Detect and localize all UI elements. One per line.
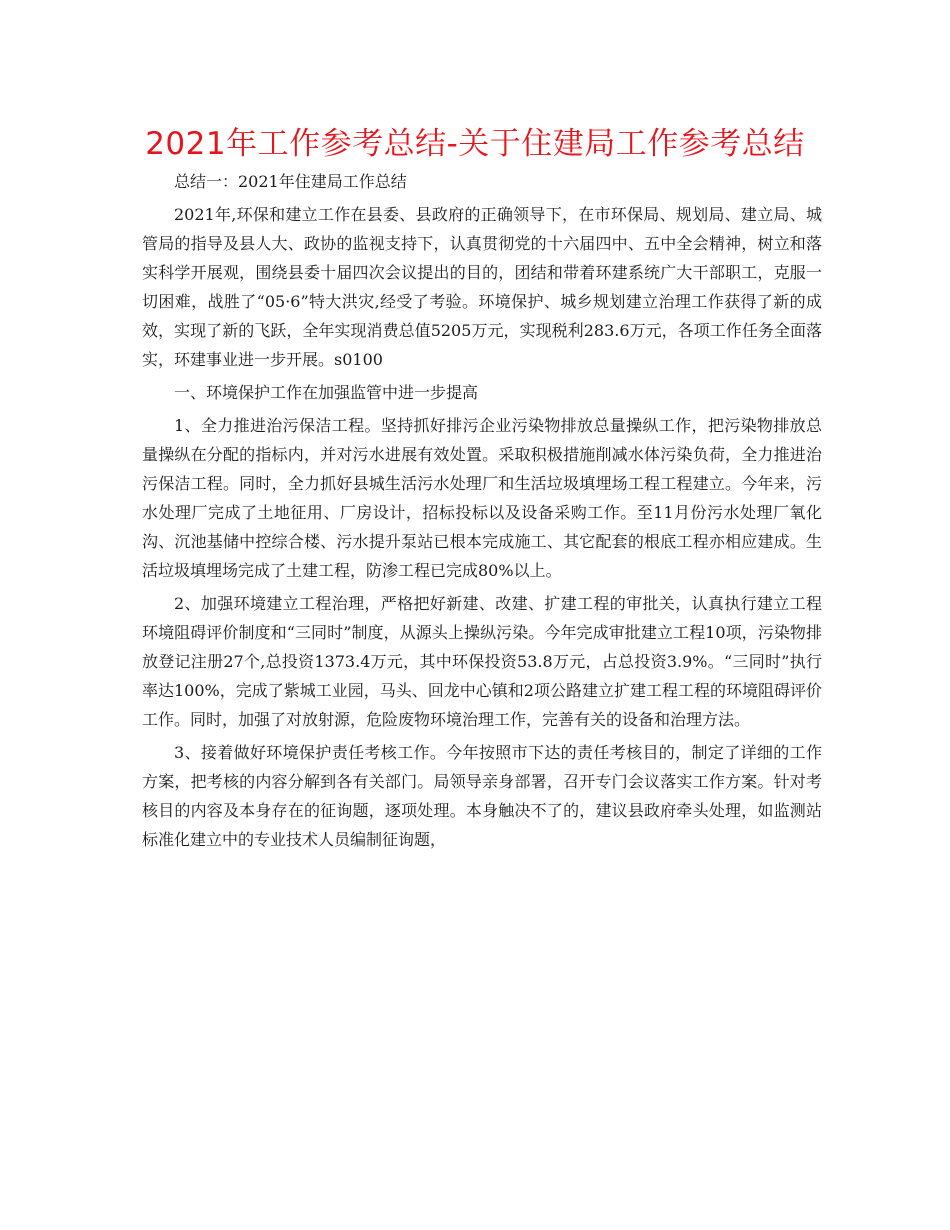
paragraph: 3、接着做好环境保护责任考核工作。今年按照市下达的责任考核目的，制定了详细的工作方案，把考核的内容分解到各有关部门。局领导亲身部署，召开专门会议落实工作方案。针对考核目的内容及本身存在的征询题，逐项处理。本身触决不了的，建议县政府牵头处理，如监测站标准化建立中的专业技术人员编制征询题， xyxy=(142,743,822,849)
paragraph: 2、加强环境建立工程治理，严格把好新建、改建、扩建工程的审批关，认真执行建立工程环境阻碍评价制度和“三同时”制度，从源头上操纵污染。今年完成审批建立工程10项，污染物排放登记注册27个,总投资1373.4万元，其中环保投资53.8万元，占总投资3.9%。“三同时”执行率达100%，完成了紫城工业园，马头、回龙中心镇和2项公路建立扩建工程工程的环境阻碍评价工作。同时，加强了对放射源，危险废物环境治理工作，完善有关的设备和治理方法。 xyxy=(142,594,822,729)
section-heading: 一、环境保护工作在加强监管中进一步提高 xyxy=(174,383,479,402)
document-body xyxy=(142,167,822,854)
paragraph: 总结一：2021年住建局工作总结 xyxy=(174,172,407,191)
paragraph: 2021年,环保和建立工作在县委、县政府的正确领导下，在市环保局、规划局、建立局、城管局的指导及县人大、政协的监视支持下，认真贯彻党的十六届四中、五中全会精神，树立和落实科学开展观，围绕县委十届四次会议提出的目的，团结和带着环建系统广大干部职工，克服一切困难，战胜了“05·6”特大洪灾,经受了考验。环境保护、城乡规划建立治理工作获得了新的成效，实现了新的飞跃，全年实现消费总值5205万元，实现税利283.6万元，各项工作任务全面落实，环建事业进一步开展。s0100 xyxy=(142,205,822,369)
document-title: 2021年工作参考总结-关于住建局工作参考总结 xyxy=(145,126,805,162)
paragraph: 1、全力推进治污保洁工程。坚持抓好排污企业污染物排放总量操纵工作，把污染物排放总量操纵在分配的指标内，并对污水进展有效处置。采取积极措施削减水体污染负荷，全力推进治污保洁工程。同时，全力抓好县城生活污水处理厂和生活垃圾填埋场工程工程建立。今年来，污水处理厂完成了土地征用、厂房设计，招标投标以及设备采购工作。至11月份污水处理厂氧化沟、沉池基储中控综合楼、污水提升泵站已根本完成施工、其它配套的根底工程亦相应建成。生活垃圾填埋场完成了土建工程，防渗工程已完成80%以上。 xyxy=(142,416,822,580)
